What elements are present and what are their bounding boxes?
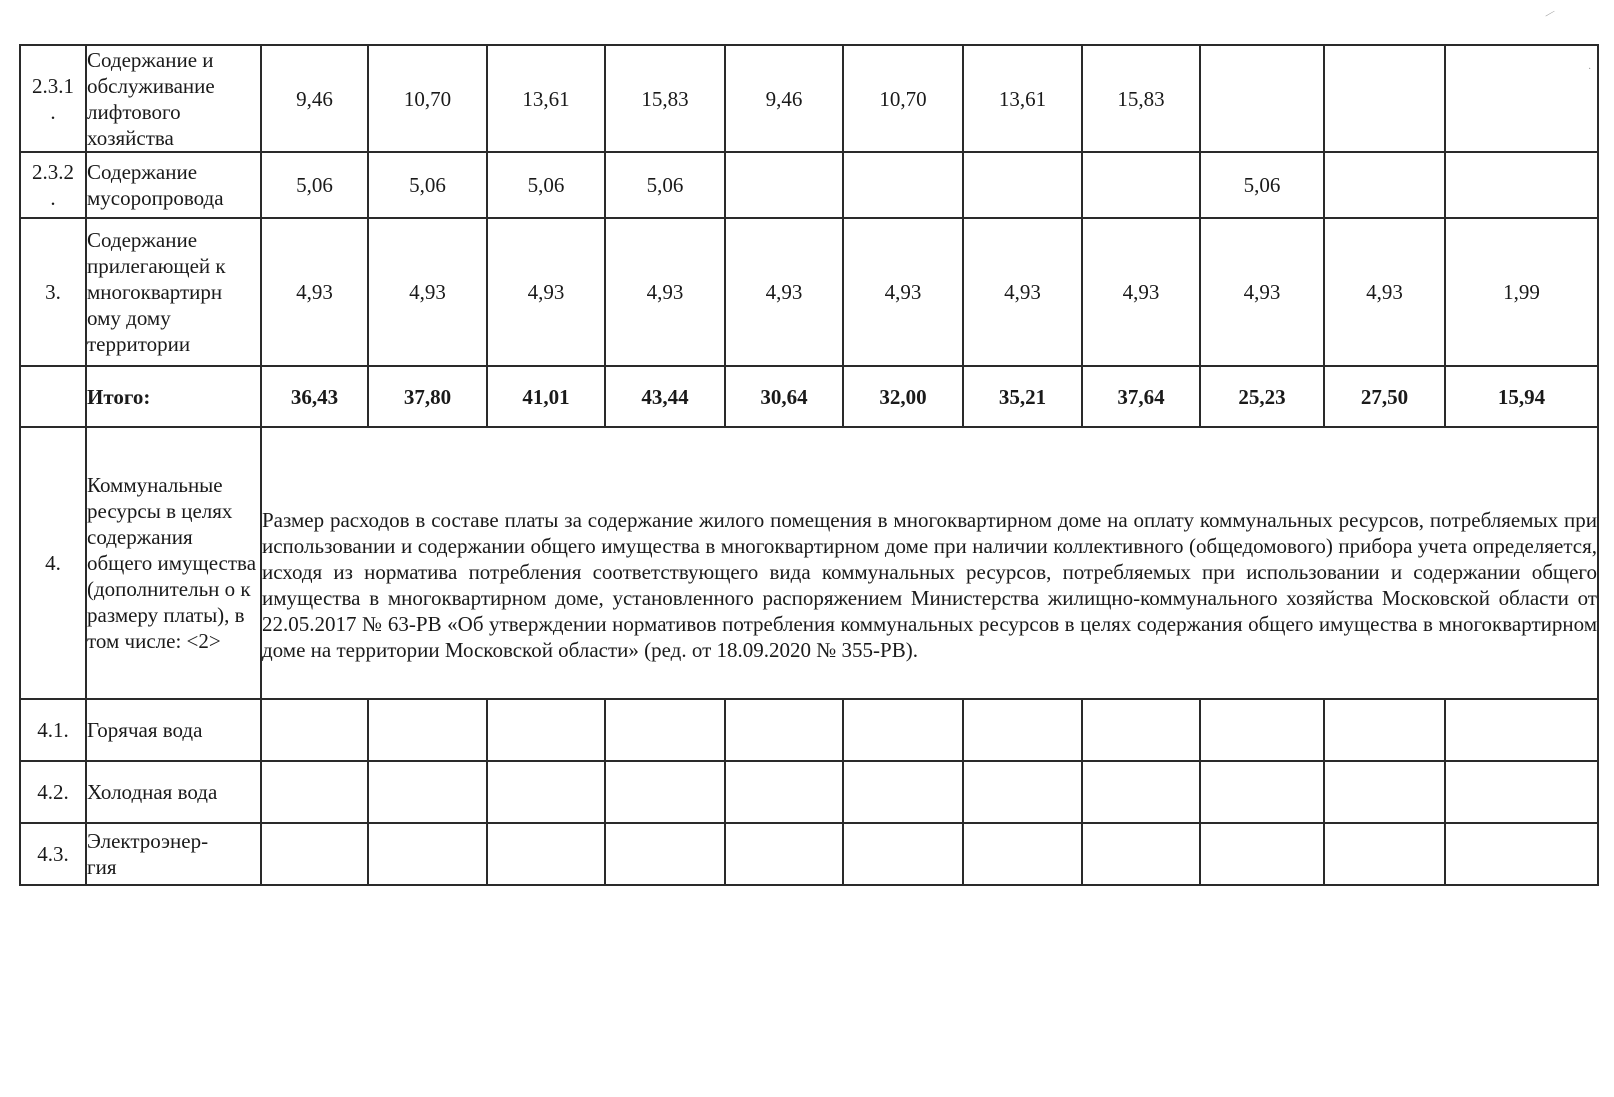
section-row [20,427,1598,699]
empty-cell [725,699,843,761]
value-cell: 15,83 [605,45,725,152]
total-value: 15,94 [1445,366,1598,427]
value-cell: 5,06 [261,152,368,218]
value-cell: 4,93 [1200,218,1324,366]
total-value: 25,23 [1200,366,1324,427]
scan-speck: — [1542,6,1558,21]
value-cell: 4,93 [368,218,487,366]
value-cell [1200,45,1324,152]
empty-cell [725,761,843,823]
empty-cell [368,699,487,761]
row-name: Холодная вода [86,761,261,823]
value-cell: 4,93 [487,218,605,366]
empty-cell [368,823,487,885]
value-cell: 4,93 [1324,218,1445,366]
value-cell: 4,93 [605,218,725,366]
row-number: 4.3. [20,823,86,885]
empty-cell [1324,823,1445,885]
empty-cell [487,761,605,823]
total-label: Итого: [86,366,261,427]
value-cell [843,152,963,218]
scan-speck: · [1588,64,1592,75]
total-value: 41,01 [487,366,605,427]
table-row [20,823,1598,885]
value-cell: 4,93 [261,218,368,366]
value-cell: 4,93 [725,218,843,366]
empty-cell [605,823,725,885]
empty-cell [261,699,368,761]
total-value: 43,44 [605,366,725,427]
empty-cell [487,823,605,885]
row-number: 2.3.1 . [20,45,86,152]
empty-cell [1200,699,1324,761]
empty-cell [605,699,725,761]
empty-cell [963,823,1082,885]
row-number: 4.1. [20,699,86,761]
total-value: 36,43 [261,366,368,427]
empty-cell [843,761,963,823]
value-cell: 13,61 [487,45,605,152]
total-value: 27,50 [1324,366,1445,427]
row-number: 4.2. [20,761,86,823]
value-cell [1324,45,1445,152]
value-cell: 9,46 [725,45,843,152]
table-row [20,761,1598,823]
tariff-table [19,44,1599,886]
value-cell [1324,152,1445,218]
empty-cell [261,761,368,823]
empty-cell [843,699,963,761]
empty-cell [1200,823,1324,885]
value-cell [963,152,1082,218]
empty-cell [1324,699,1445,761]
total-value: 37,64 [1082,366,1200,427]
total-value: 37,80 [368,366,487,427]
value-cell: 4,93 [843,218,963,366]
total-value: 30,64 [725,366,843,427]
note-text: Размер расходов в составе платы за содержание жилого помещения в многоквартирном доме на оплату коммунальных ресурсов, потребляемых при использовании и содержании общего имущества в многоквартирном доме при наличии коллективного (общедомового) прибора учета определяется, исходя из норматива потребления соответствующего вида коммунальных ресурсов, потребляемых при использовании и содержании общего имущества в многоквартирном доме, установленного распоряжением Министерства жилищно-коммунального хозяйства Московской области от 22.05.2017 № 63-РВ «Об утверждении нормативов потребления коммунальных ресурсов в целях содержания общего имущества в многоквартирном доме на территории Московской области» (ред. от 18.09.2020 № 355-РВ). [262,508,1597,662]
empty-cell [1445,823,1598,885]
empty-cell [725,823,843,885]
row-number: 3. [20,218,86,366]
value-cell [1445,45,1598,152]
total-value: 32,00 [843,366,963,427]
total-row [20,366,1598,427]
row-number: 4. [20,427,86,699]
row-name: Содержание мусоропровода [86,152,261,218]
table-row [20,152,1598,218]
empty-cell [1445,761,1598,823]
empty-cell [605,761,725,823]
empty-cell [1082,699,1200,761]
table-row [20,45,1598,152]
value-cell: 5,06 [368,152,487,218]
value-cell: 5,06 [487,152,605,218]
value-cell: 5,06 [1200,152,1324,218]
value-cell: 15,83 [1082,45,1200,152]
empty-cell [963,699,1082,761]
value-cell: 5,06 [605,152,725,218]
row-number: 2.3.2 . [20,152,86,218]
row-name: Коммунальные ресурсы в целях содержания общего имущества (дополнительн о к размеру платы), в том числе: <2> [86,427,261,699]
empty-cell [261,823,368,885]
value-cell [725,152,843,218]
row-name: Горячая вода [86,699,261,761]
row-name: Содержание и обслуживание лифтового хозяйства [86,45,261,152]
empty-cell [1082,761,1200,823]
empty-cell [843,823,963,885]
empty-cell [487,699,605,761]
empty-cell [368,761,487,823]
empty-cell [1445,699,1598,761]
row-number [20,366,86,427]
value-cell [1082,152,1200,218]
value-cell: 10,70 [843,45,963,152]
row-name: Электроэнер- гия [86,823,261,885]
value-cell: 10,70 [368,45,487,152]
empty-cell [1200,761,1324,823]
note-cell [261,427,1598,699]
value-cell: 9,46 [261,45,368,152]
empty-cell [1324,761,1445,823]
value-cell: 4,93 [963,218,1082,366]
value-cell [1445,152,1598,218]
value-cell: 1,99 [1445,218,1598,366]
total-value: 35,21 [963,366,1082,427]
value-cell: 4,93 [1082,218,1200,366]
empty-cell [963,761,1082,823]
value-cell: 13,61 [963,45,1082,152]
row-name: Содержание прилегающей к многоквартирн ому дому территории [86,218,261,366]
empty-cell [1082,823,1200,885]
table-row [20,699,1598,761]
table-row [20,218,1598,366]
